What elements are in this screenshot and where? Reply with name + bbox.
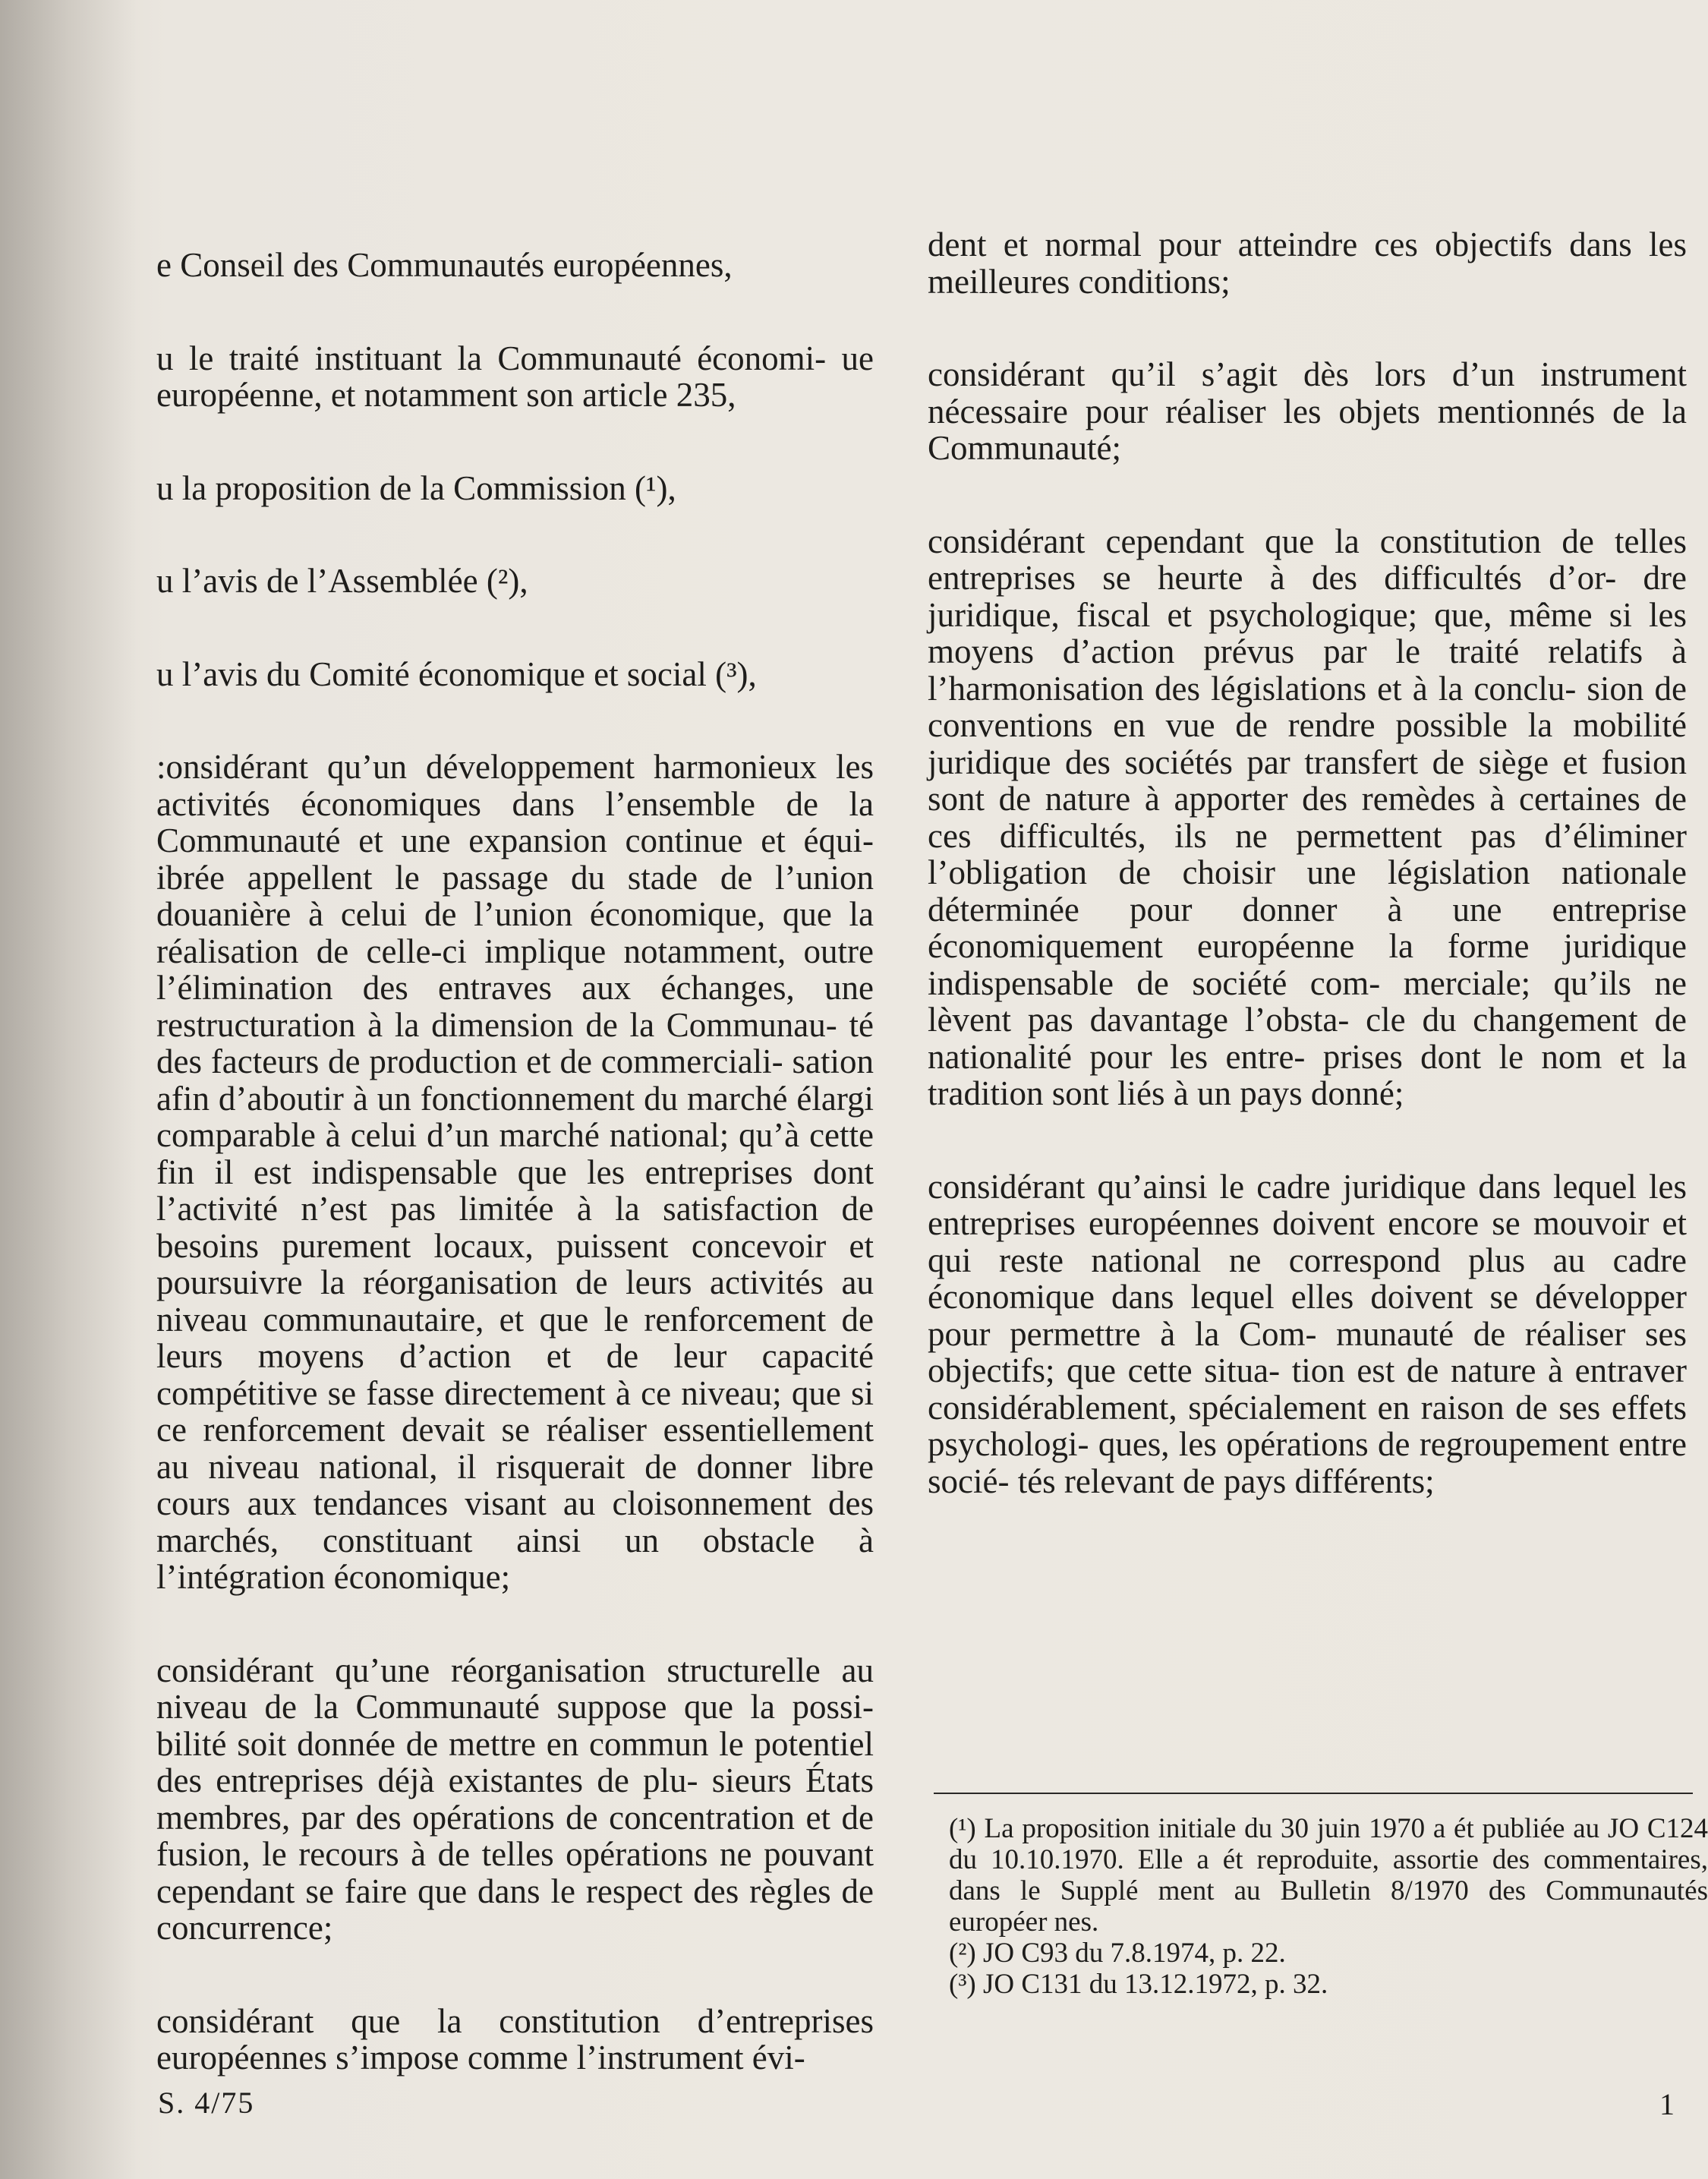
paragraph-vu-traite: u le traité instituant la Communauté économi- ue européenne, et notamment son article 235, <box>156 339 874 414</box>
right-column <box>928 226 1687 1499</box>
footnote-rule <box>934 1793 1693 1794</box>
footnote-1: (¹) La proposition initiale du 30 juin 1970 a ét publiée au JO C124 du 10.10.1970. Elle a ét reproduite, assortie des commentaires, dans le Supplé ment au Bulletin 8/1970 des Communautés européer nes. <box>949 1813 1708 1938</box>
paragraph-considerant-instrument: considérant qu’il s’agit dès lors d’un instrument nécessaire pour réaliser les objets mentionnés de la Communauté; <box>928 355 1687 467</box>
footnotes <box>949 1813 1708 2000</box>
paragraph-vu-comite: u l’avis du Comité économique et social (³), <box>156 654 757 693</box>
paragraph-considerant-developpement: :onsidérant qu’un développement harmonieux les activités économiques dans l’ensemble de la Communauté et une expansion continue et équi- ibrée appellent le passage du stade de l’union douanière à celui de l’union économique, que la réalisation de celle-ci implique notamment, outre l’élimination des entraves aux échanges, une restructuration à la dimension de la Communau- té des facteurs de production et de commerciali- sation afin d’aboutir à un fonctionnement du marché élargi comparable à celui d’un marché national; qu’à cette fin il est indispensable que les entreprises dont l’activité n’est pas limitée à la satisfaction de besoins purement locaux, puissent concevoir et poursuivre la réorganisation de leurs activités au niveau communautaire, et que le renforcement de leurs moyens d’action et de leur capacité compétitive se fasse directement à ce niveau; que si ce renforcement devait se réaliser essentiellement au niveau national, il risquerait de donner libre cours aux tendances visant au cloisonnement des marchés, constituant ainsi un obstacle à l’intégration économique; <box>156 748 874 1596</box>
paragraph-conseil: e Conseil des Communautés européennes, <box>156 246 733 284</box>
folio: S. 4/75 <box>158 2086 255 2120</box>
paragraph-considerant-constitution: considérant que la constitution d’entreprises européennes s’impose comme l’instrument évi- <box>156 2001 874 2077</box>
paragraph-vu-assemblee: u l’avis de l’Assemblée (²), <box>156 562 528 600</box>
paragraph-considerant-reorganisation: considérant qu’une réorganisation structurelle au niveau de la Communauté suppose que la possi- bilité soit donnée de mettre en commun le potentiel des entreprises déjà existantes de plu- sieurs États membres, par des opérations de concentration et de fusion, le recours à de telles opérations ne pouvant cependant se faire que dans le respect des règles de concurrence; <box>156 1651 874 1947</box>
page-number: 1 <box>1659 2087 1675 2121</box>
footnote-3: (³) JO C131 du 13.12.1972, p. 32. <box>949 1969 1328 2000</box>
paragraph-considerant-cadre-juridique: considérant qu’ainsi le cadre juridique dans lequel les entreprises européennes doivent encore se mouvoir et qui reste national ne correspond plus au cadre économique dans lequel elles doivent se développer pour permettre à la Com- munauté de réaliser ses objectifs; que cette situa- tion est de nature à entraver considérablement, spécialement en raison de ses effets psychologi- ques, les opérations de regroupement entre socié- tés relevant de pays différents; <box>928 1167 1687 1500</box>
left-column <box>156 247 874 2077</box>
paragraph-considerant-difficultes: considérant cependant que la constitution de telles entreprises se heurte à des difficultés d’or- dre juridique, fiscal et psychologique; que, même si les moyens d’action prévus par le traité relatifs à l’harmonisation des législations et à la conclu- sion de conventions en vue de rendre possible la mobilité juridique des sociétés par transfert de siège et fusion sont de nature à apporter des remèdes à certaines de ces difficultés, ils ne permettent pas d’éliminer l’obligation de choisir une législation nationale déterminée pour donner à une entreprise économiquement européenne la forme juridique indispensable de société com- merciale; qu’ils ne lèvent pas davantage l’obsta- cle du changement de nationalité pour les entre- prises dont le nom et la tradition sont liés à un pays donné; <box>928 522 1687 1112</box>
binding-shadow <box>0 0 137 2179</box>
paragraph-vu-proposition: u la proposition de la Commission (¹), <box>156 468 676 507</box>
paragraph-continuation: dent et normal pour atteindre ces objectifs dans les meilleures conditions; <box>928 225 1687 301</box>
footnote-2: (²) JO C93 du 7.8.1974, p. 22. <box>949 1938 1286 1969</box>
